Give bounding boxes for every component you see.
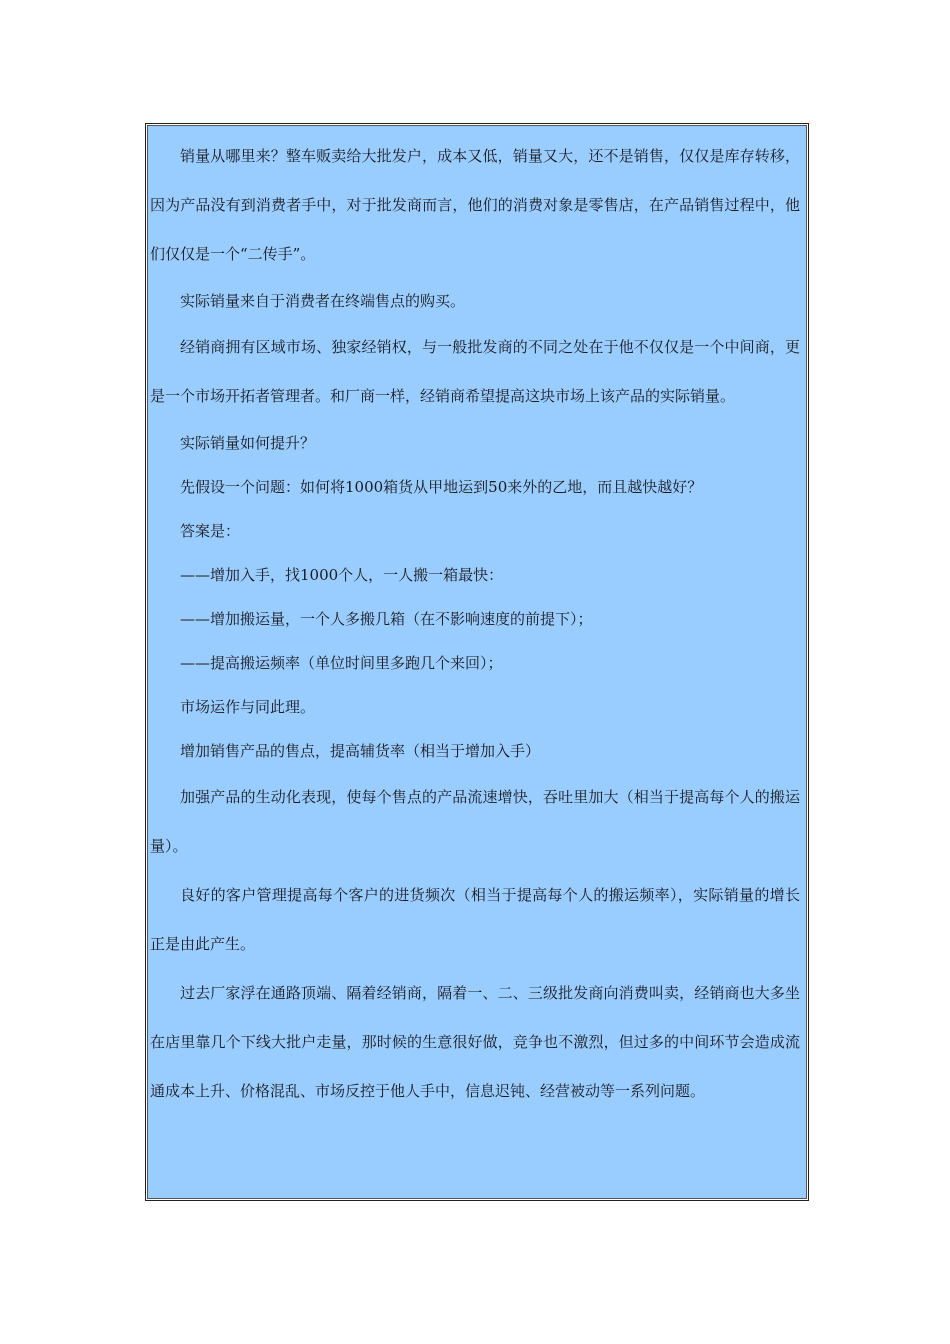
paragraph-merchandising: 加强产品的生动化表现，使每个售点的产品流速增快，吞吐里加大（相当于提高每个人的搬运量）。 <box>150 788 800 855</box>
paragraph-answer-3: ——提高搬运频率（单位时间里多跑几个来回）； <box>180 654 503 672</box>
paragraph-actual-sales: 实际销量来自于消费者在终端售点的购买。 <box>180 292 466 310</box>
paragraph-distributor: 经销商拥有区域市场、独家经销权，与一般批发商的不同之处在于他不仅仅是一个中间商，更是一个市场开拓者管理者。和厂商一样，经销商希望提高这块市场上该产品的实际销量。 <box>150 338 800 405</box>
paragraph-hypothesis: 先假设一个问题：如何将1000箱货从甲地运到50来外的乙地，而且越快越好？ <box>180 478 703 496</box>
paragraph-sales-source: 销量从哪里来？整车贩卖给大批发户，成本又低，销量又大，还不是销售，仅仅是库存转移，因为产品没有到消费者手中，对于批发商而言，他们的消费对象是零售店，在产品销售过程中，他们仅仅是一个“二传手”。 <box>150 147 800 263</box>
paragraph-answer-1: ——增加入手，找1000个人，一人搬一箱最快： <box>180 566 504 584</box>
paragraph-history: 过去厂家浮在通路顶端、隔着经销商，隔着一、二、三级批发商向消费叫卖，经销商也大多坐在店里靠几个下线大批户走量，那时候的生意很好做，竞争也不激烈，但过多的中间环节会造成流通成本上升、价格混乱、市场反控于他人手中，信息迟钝、经营被动等一系列问题。 <box>150 984 800 1100</box>
paragraph-market-analogy: 市场运作与同此理。 <box>180 698 316 716</box>
article-body <box>148 126 806 1116</box>
paragraph-answer-heading: 答案是： <box>180 522 241 540</box>
paragraph-answer-2: ——增加搬运量，一个人多搬几箱（在不影响速度的前提下）； <box>180 610 593 628</box>
paragraph-increase-outlets: 增加销售产品的售点，提高辅货率（相当于增加入手） <box>180 742 541 760</box>
table-cell <box>147 125 807 1199</box>
content-table <box>145 123 809 1201</box>
paragraph-question: 实际销量如何提升？ <box>180 434 316 452</box>
paragraph-customer-management: 良好的客户管理提高每个客户的进货频次（相当于提高每个人的搬运频率），实际销量的增长正是由此产生。 <box>150 886 800 953</box>
